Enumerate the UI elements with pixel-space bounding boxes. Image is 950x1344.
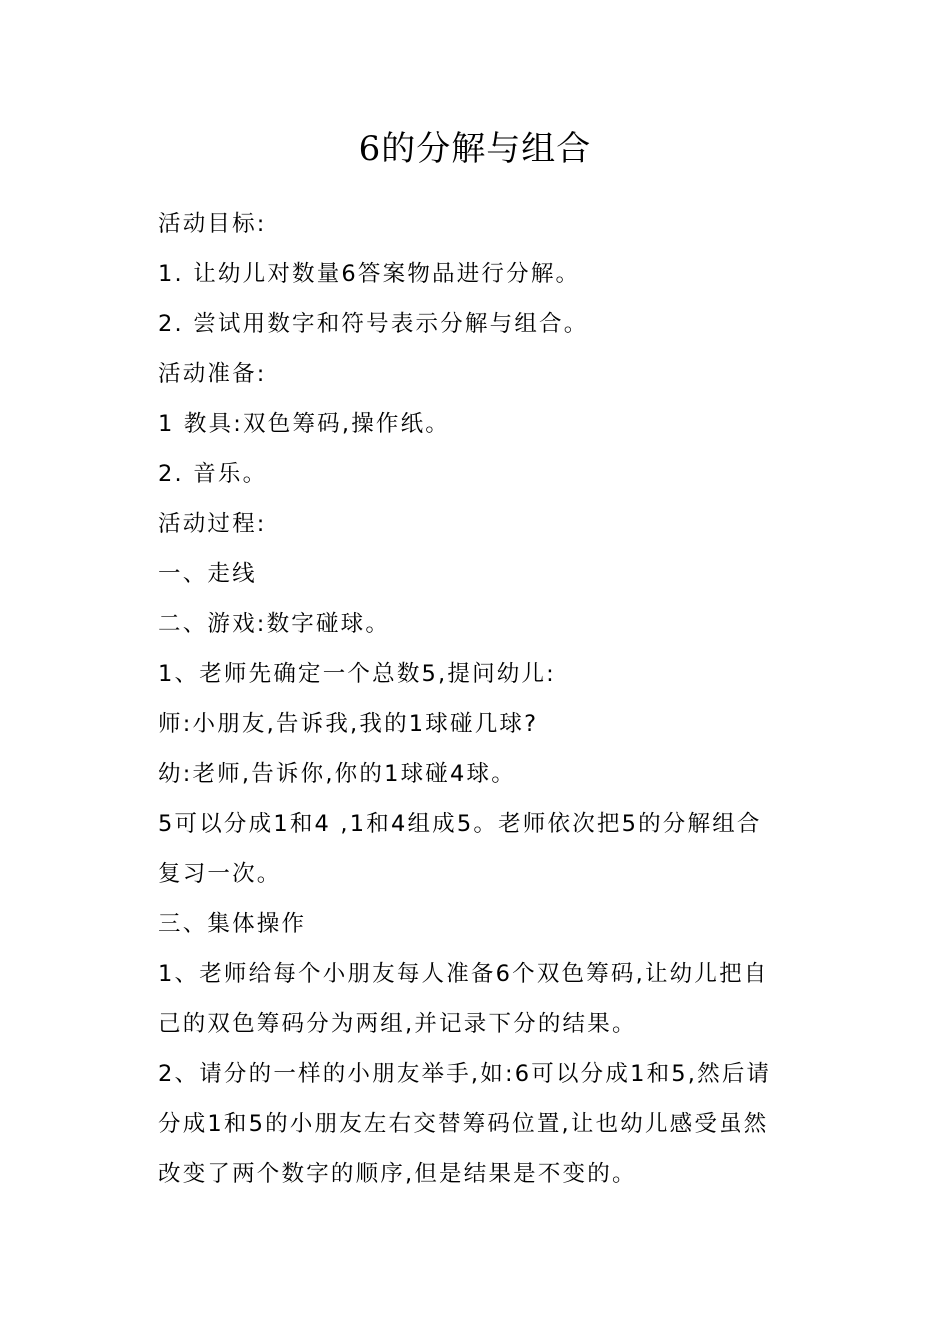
paragraph-line: 2、请分的一样的小朋友举手,如:6可以分成1和5,然后请	[158, 1061, 772, 1087]
section-heading-process: 活动过程:	[158, 511, 267, 537]
document-body	[158, 199, 808, 1199]
section-heading-preparation: 活动准备:	[158, 361, 267, 387]
paragraph-line: 师:小朋友,告诉我,我的1球碰几球?	[158, 711, 539, 737]
paragraph-line: 复习一次。	[158, 861, 282, 887]
preparation-item-1: 1 教具:双色筹码,操作纸。	[158, 411, 451, 437]
paragraph-line: 1、老师给每个小朋友每人准备6个双色筹码,让幼儿把自	[158, 961, 769, 987]
paragraph-line: 己的双色筹码分为两组,并记录下分的结果。	[158, 1011, 637, 1037]
process-step-3: 三、集体操作	[158, 911, 307, 937]
paragraph-line: 1、老师先确定一个总数5,提问幼儿:	[158, 661, 556, 687]
process-step-1: 一、走线	[158, 561, 257, 587]
process-step-2: 二、游戏:数字碰球。	[158, 611, 391, 637]
section-heading-goals: 活动目标:	[158, 211, 267, 237]
paragraph-line: 5可以分成1和4 ,1和4组成5。老师依次把5的分解组合	[158, 811, 762, 837]
paragraph-line: 幼:老师,告诉你,你的1球碰4球。	[158, 761, 516, 787]
paragraph-line: 分成1和5的小朋友左右交替筹码位置,让也幼儿感受虽然	[158, 1111, 769, 1137]
goal-item-1: 1. 让幼儿对数量6答案物品进行分解。	[158, 261, 581, 287]
preparation-item-2: 2. 音乐。	[158, 461, 268, 487]
paragraph-line: 改变了两个数字的顺序,但是结果是不变的。	[158, 1161, 637, 1187]
document-title: 6的分解与组合	[358, 129, 592, 169]
goal-item-2: 2. 尝试用数字和符号表示分解与组合。	[158, 311, 589, 337]
